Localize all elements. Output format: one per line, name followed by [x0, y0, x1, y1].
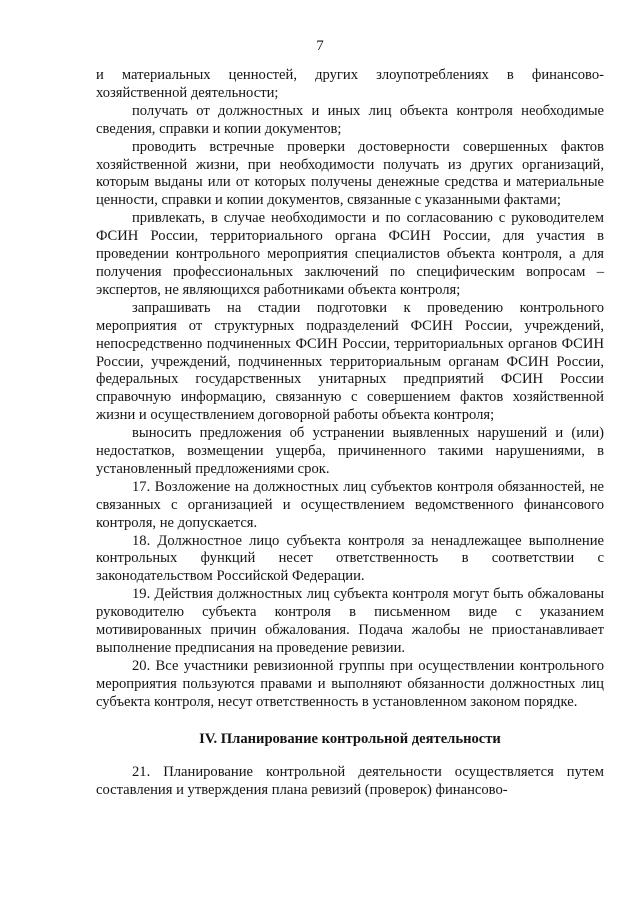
document-body	[96, 67, 604, 799]
paragraph-counter-checks: проводить встречные проверки достоверности совершенных фактов хозяйственной жизни, при необходимости получать из других организаций, которым выданы или от которых получены денежные средства и материальные ценности, справки и копии документов, связанные с указанными фактами;	[96, 138, 604, 209]
paragraph-20: 20. Все участники ревизионной группы при осуществлении контрольного мероприятия пользуются правами и выполняют обязанности должностных лиц субъекта контроля, несут ответственность в установленном законом порядке.	[96, 657, 604, 710]
paragraph-21: 21. Планирование контрольной деятельности осуществляется путем составления и утверждения плана ревизий (проверок) финансово-	[96, 763, 604, 798]
paragraph-18: 18. Должностное лицо субъекта контроля за ненадлежащее выполнение контрольных функций несет ответственность в соответствии с законодательством Российской Федерации.	[96, 532, 604, 585]
paragraph-proposals: выносить предложения об устранении выявленных нарушений и (или) недостатков, возмещении ущерба, причиненного такими нарушениями, в установленный предложениями срок.	[96, 425, 604, 477]
paragraph-19: 19. Действия должностных лиц субъекта контроля могут быть обжалованы руководителю субъекта контроля в письменном виде с указанием мотивированных причин обжалования. Подача жалобы не приостанавливает выполнение предписания на проведение ревизии.	[96, 586, 604, 656]
page-number: 7	[316, 38, 324, 54]
paragraph-continuation: и материальных ценностей, других злоупотреблениях в финансово-хозяйственной деятельности;	[96, 67, 604, 101]
section-heading: IV. Планирование контрольной деятельности	[199, 730, 501, 747]
paragraph-obtain-documents: получать от должностных и иных лиц объекта контроля необходимые сведения, справки и копии документов;	[96, 102, 604, 137]
paragraph-involve-experts: привлекать, в случае необходимости и по согласованию с руководителем ФСИН России, территориального органа ФСИН России, для участия в проведении контрольного мероприятия специалистов объекта контроля, а для получения профессиональных заключений по специфическим вопросам – экспертов, не являющихся работниками объекта контроля;	[96, 210, 604, 298]
paragraph-17: 17. Возложение на должностных лиц субъектов контроля обязанностей, не связанных с организацией и осуществлением ведомственного финансового контроля, не допускается.	[96, 478, 604, 531]
paragraph-request-info: запрашивать на стадии подготовки к проведению контрольного мероприятия от структурных подразделений ФСИН России, учреждений, непосредственно подчиненных ФСИН России, территориальных органов ФСИН России, учреждений, подчиненных территориальным органам ФСИН России, федеральных государственных унитарных предприятий ФСИН России справочную информацию, связанную с совершением фактов хозяйственной жизни и осуществлением договорной работы объекта контроля;	[96, 299, 604, 424]
